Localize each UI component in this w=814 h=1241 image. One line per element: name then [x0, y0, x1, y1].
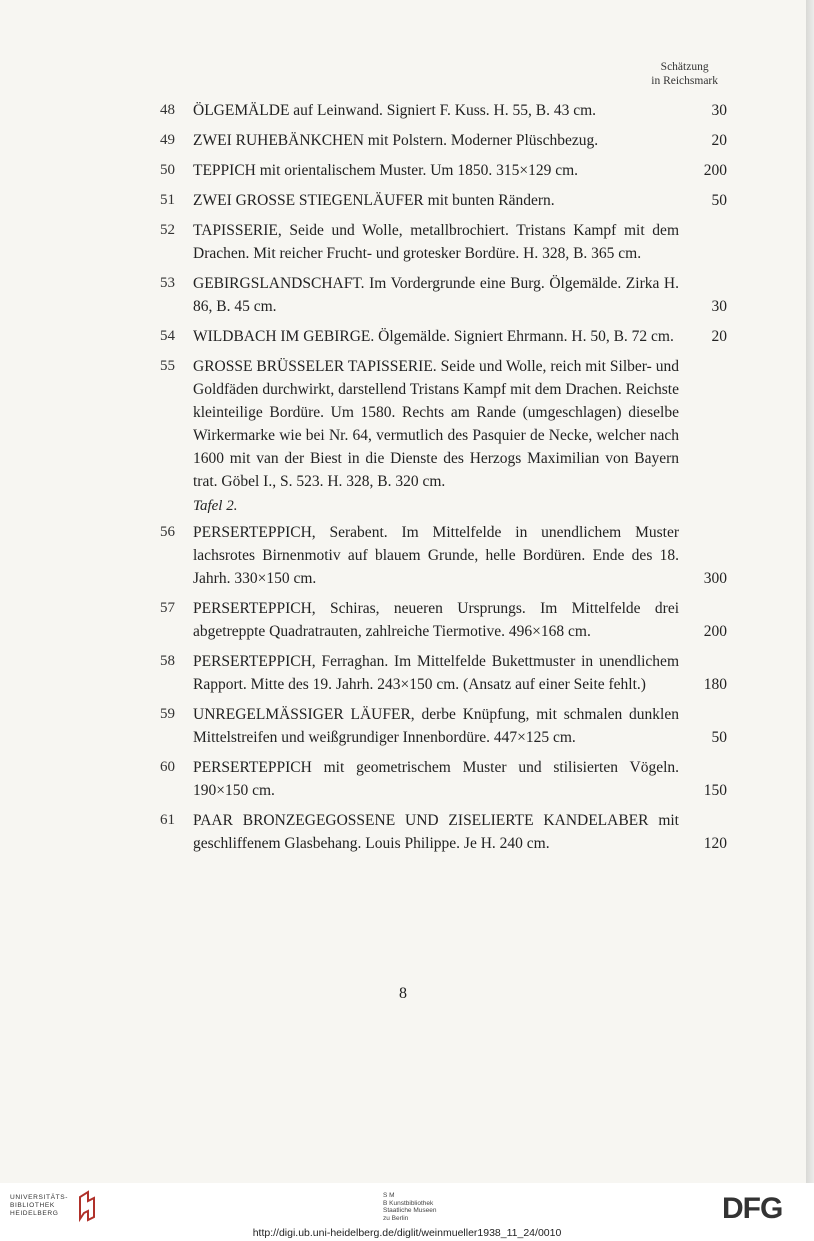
permalink-url[interactable]: http://digi.ub.uni-heidelberg.de/diglit/weinmueller1938_11_24/0010	[252, 1227, 562, 1239]
catalog-entry	[160, 189, 727, 212]
lot-number: 59	[160, 706, 175, 722]
lot-price: 30	[711, 298, 727, 315]
lot-description: PERSERTEPPICH, Serabent. Im Mittelfelde in unendlichem Muster lachsrotes Birnenmotiv auf blauem Grunde, helle Bordüren. Ende des 18. Jahrh. 330×150 cm.	[193, 524, 679, 587]
dfg-logo[interactable]: DFG	[722, 1192, 783, 1225]
lot-description: PERSERTEPPICH mit geometrischem Muster und stilisierten Vögeln. 190×150 cm.	[193, 759, 679, 799]
column-header	[651, 60, 718, 88]
page-number: 8	[399, 985, 407, 1002]
lot-price: 300	[703, 570, 727, 587]
logo-line: UNIVERSITÄTS-	[10, 1194, 68, 1201]
catalog-entry	[160, 756, 727, 802]
logo-line: Staatliche Museen	[383, 1207, 437, 1214]
university-library-logo[interactable]	[10, 1194, 68, 1218]
catalog-entry	[160, 325, 727, 348]
lot-price: 150	[703, 782, 727, 799]
catalog-entry	[160, 99, 727, 122]
lot-price: 50	[711, 729, 727, 746]
lot-description: PERSERTEPPICH, Schiras, neueren Ursprungs. Im Mittelfelde drei abgetreppte Quadratrauten, zahlreiche Tiermotive. 496×168 cm.	[193, 600, 679, 640]
lot-price: 30	[711, 102, 727, 119]
lot-number: 48	[160, 102, 175, 118]
catalog-entry	[160, 809, 727, 855]
lot-description: ÖLGEMÄLDE auf Leinwand. Signiert F. Kuss. H. 55, B. 43 cm.	[193, 102, 597, 119]
logo-line: BIBLIOTHEK	[10, 1202, 55, 1209]
lot-price: 200	[703, 162, 727, 179]
lot-number: 55	[160, 358, 175, 374]
lot-description: GEBIRGSLANDSCHAFT. Im Vordergrunde eine Burg. Ölgemälde. Zirka H. 86, B. 45 cm.	[193, 275, 679, 315]
catalog-entries	[160, 99, 727, 862]
lot-description: PAAR BRONZEGEGOSSENE UND ZISELIERTE KANDELABER mit geschliffenem Glasbehang. Louis Philippe. Je H. 240 cm.	[193, 812, 679, 852]
catalog-entry	[160, 159, 727, 182]
page-edge	[806, 0, 814, 1183]
catalog-entry	[160, 703, 727, 749]
lot-description: ZWEI RUHEBÄNKCHEN mit Polstern. Moderner Plüschbezug.	[193, 132, 599, 149]
catalog-entry	[160, 129, 727, 152]
lot-number: 49	[160, 132, 175, 148]
plate-reference: Tafel 2.	[193, 498, 238, 514]
lot-description: TEPPICH mit orientalischem Muster. Um 1850. 315×129 cm.	[193, 162, 579, 179]
catalog-entry	[160, 650, 727, 696]
lot-description: UNREGELMÄSSIGER LÄUFER, derbe Knüpfung, mit schmalen dunklen Mittelstreifen und weißgrundiger Innenbordüre. 447×125 cm.	[193, 706, 679, 746]
lot-description: PERSERTEPPICH, Ferraghan. Im Mittelfelde Bukettmuster in unendlichem Rapport. Mitte des 19. Jahrh. 243×150 cm. (Ansatz auf einer Seite fehlt.)	[193, 653, 679, 693]
lot-number: 50	[160, 162, 175, 178]
lot-number: 56	[160, 524, 175, 540]
lot-price: 20	[711, 132, 727, 149]
lot-number: 53	[160, 275, 175, 291]
catalog-entry	[160, 521, 727, 590]
lot-number: 52	[160, 222, 175, 238]
lot-number: 61	[160, 812, 175, 828]
lot-number: 54	[160, 328, 175, 344]
catalog-entry	[160, 272, 727, 318]
lot-price: 50	[711, 192, 727, 209]
lot-price: 120	[703, 835, 727, 852]
logo-line: zu Berlin	[383, 1214, 409, 1222]
lot-number: 58	[160, 653, 175, 669]
catalog-entry	[160, 219, 727, 265]
lot-number: 60	[160, 759, 175, 775]
kunstbibliothek-logo[interactable]	[383, 1192, 436, 1222]
lot-price: 20	[711, 328, 727, 345]
lot-number: 51	[160, 192, 175, 208]
lot-description: TAPISSERIE, Seide und Wolle, metallbrochiert. Tristans Kampf mit dem Drachen. Mit reicher Frucht- und grotesker Bordüre. H. 328, B. 365 cm.	[193, 222, 679, 262]
lot-price: 180	[703, 676, 727, 693]
lot-price: 200	[703, 623, 727, 640]
logo-line: B Kunstbibliothek	[383, 1199, 434, 1207]
logo-line: HEIDELBERG	[10, 1210, 59, 1217]
header-line-currency: in Reichsmark	[651, 75, 718, 87]
lot-description: GROSSE BRÜSSELER TAPISSERIE. Seide und Wolle, reich mit Silber- und Goldfäden durchwirkt, darstellend Tristans Kampf mit dem Drachen. Reichste kleinteilige Bordüre. Um 1580. Rechts am Rande (umgeschlagen) dieselbe Wirkermarke wie bei Nr. 64, vermutlich des Pasquier de Necke, welcher nach 1600 mit van der Biest in die Dienste des Herzogs Maximilian von Bayern trat. Göbel I., S. 523. H. 328, B. 320 cm.	[193, 358, 679, 490]
header-line-estimate: Schätzung	[660, 61, 709, 73]
logo-line: S M	[383, 1192, 395, 1199]
lot-number: 57	[160, 600, 175, 616]
university-seal-icon	[76, 1189, 98, 1223]
catalog-entry	[160, 597, 727, 643]
catalog-entry	[160, 355, 727, 493]
lot-description: ZWEI GROSSE STIEGENLÄUFER mit bunten Rändern.	[193, 192, 555, 209]
lot-description: WILDBACH IM GEBIRGE. Ölgemälde. Signiert Ehrmann. H. 50, B. 72 cm.	[193, 328, 674, 345]
viewer-footer	[0, 1183, 814, 1241]
